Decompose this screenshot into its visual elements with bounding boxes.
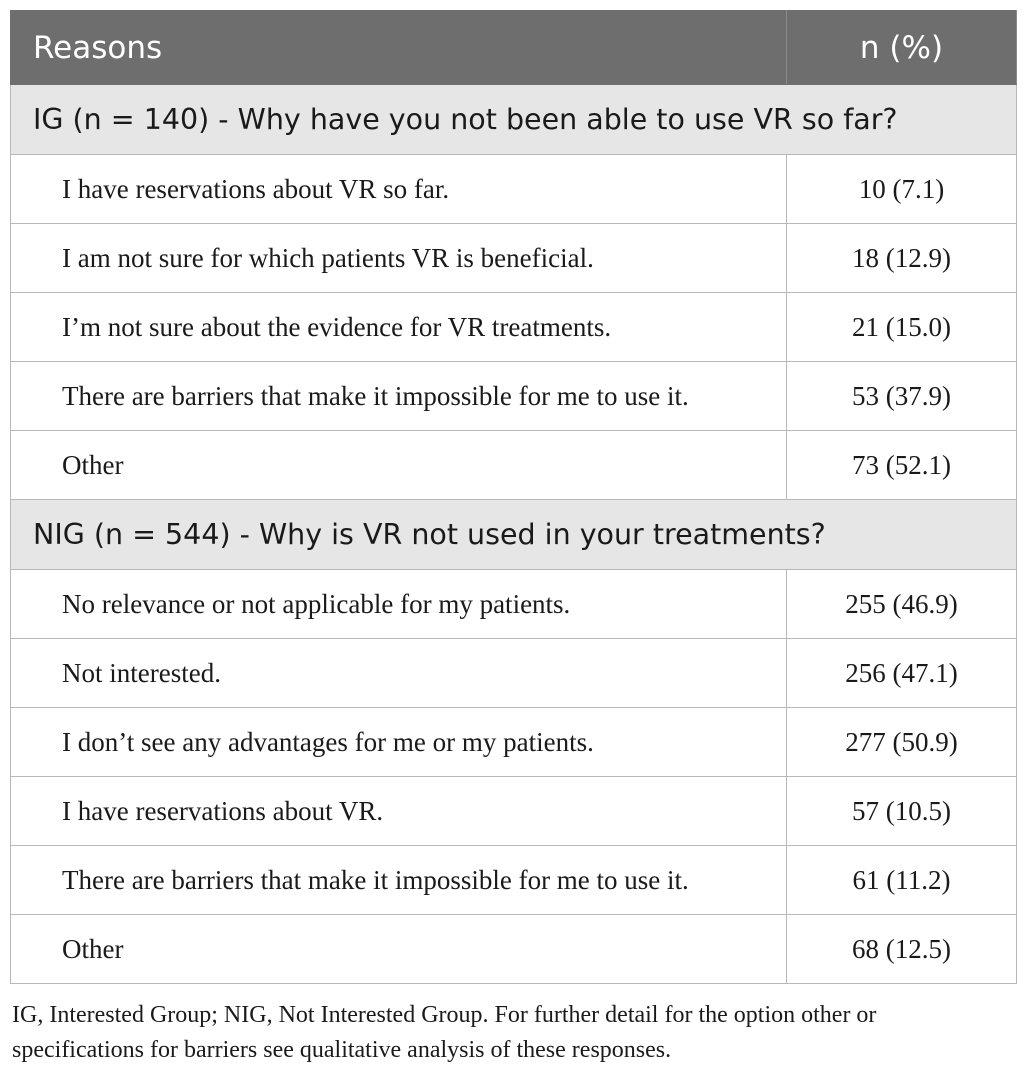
table-row bbox=[11, 155, 1017, 224]
header-n-percent: n (%) bbox=[787, 11, 1017, 85]
row-value: 61 (11.2) bbox=[787, 846, 1017, 915]
table-row bbox=[11, 639, 1017, 708]
table-row bbox=[11, 570, 1017, 639]
row-reason: There are barriers that make it impossible for me to use it. bbox=[11, 846, 787, 915]
row-value: 18 (12.9) bbox=[787, 224, 1017, 293]
group-header-nig bbox=[11, 500, 1017, 570]
row-reason: I’m not sure about the evidence for VR treatments. bbox=[11, 293, 787, 362]
group-header-ig bbox=[11, 85, 1017, 155]
footnote-line-1: IG, Interested Group; NIG, Not Interested Group. For further detail for the option other or bbox=[12, 1002, 877, 1028]
row-value: 21 (15.0) bbox=[787, 293, 1017, 362]
row-value: 255 (46.9) bbox=[787, 570, 1017, 639]
reasons-table bbox=[10, 10, 1017, 984]
table-row bbox=[11, 293, 1017, 362]
row-value: 73 (52.1) bbox=[787, 431, 1017, 500]
row-reason: I have reservations about VR so far. bbox=[11, 155, 787, 224]
group-title-ig: IG (n = 140) - Why have you not been able to use VR so far? bbox=[11, 85, 1017, 155]
row-reason: I have reservations about VR. bbox=[11, 777, 787, 846]
row-value: 10 (7.1) bbox=[787, 155, 1017, 224]
table-row bbox=[11, 915, 1017, 984]
row-value: 256 (47.1) bbox=[787, 639, 1017, 708]
table-row bbox=[11, 777, 1017, 846]
row-reason: Other bbox=[11, 915, 787, 984]
row-value: 53 (37.9) bbox=[787, 362, 1017, 431]
table-footnote bbox=[12, 998, 1022, 1068]
footnote-line-2: specifications for barriers see qualitative analysis of these responses. bbox=[12, 1037, 672, 1063]
row-reason: No relevance or not applicable for my patients. bbox=[11, 570, 787, 639]
table-row bbox=[11, 431, 1017, 500]
row-value: 57 (10.5) bbox=[787, 777, 1017, 846]
row-value: 68 (12.5) bbox=[787, 915, 1017, 984]
reasons-table-container bbox=[10, 10, 1016, 984]
table-row bbox=[11, 846, 1017, 915]
table-row bbox=[11, 708, 1017, 777]
table-header-row bbox=[11, 11, 1017, 85]
row-reason: Other bbox=[11, 431, 787, 500]
group-title-nig: NIG (n = 544) - Why is VR not used in your treatments? bbox=[11, 500, 1017, 570]
table-row bbox=[11, 362, 1017, 431]
table-row bbox=[11, 224, 1017, 293]
row-value: 277 (50.9) bbox=[787, 708, 1017, 777]
row-reason: I am not sure for which patients VR is beneficial. bbox=[11, 224, 787, 293]
row-reason: Not interested. bbox=[11, 639, 787, 708]
header-reasons: Reasons bbox=[11, 11, 787, 85]
row-reason: There are barriers that make it impossible for me to use it. bbox=[11, 362, 787, 431]
row-reason: I don’t see any advantages for me or my patients. bbox=[11, 708, 787, 777]
